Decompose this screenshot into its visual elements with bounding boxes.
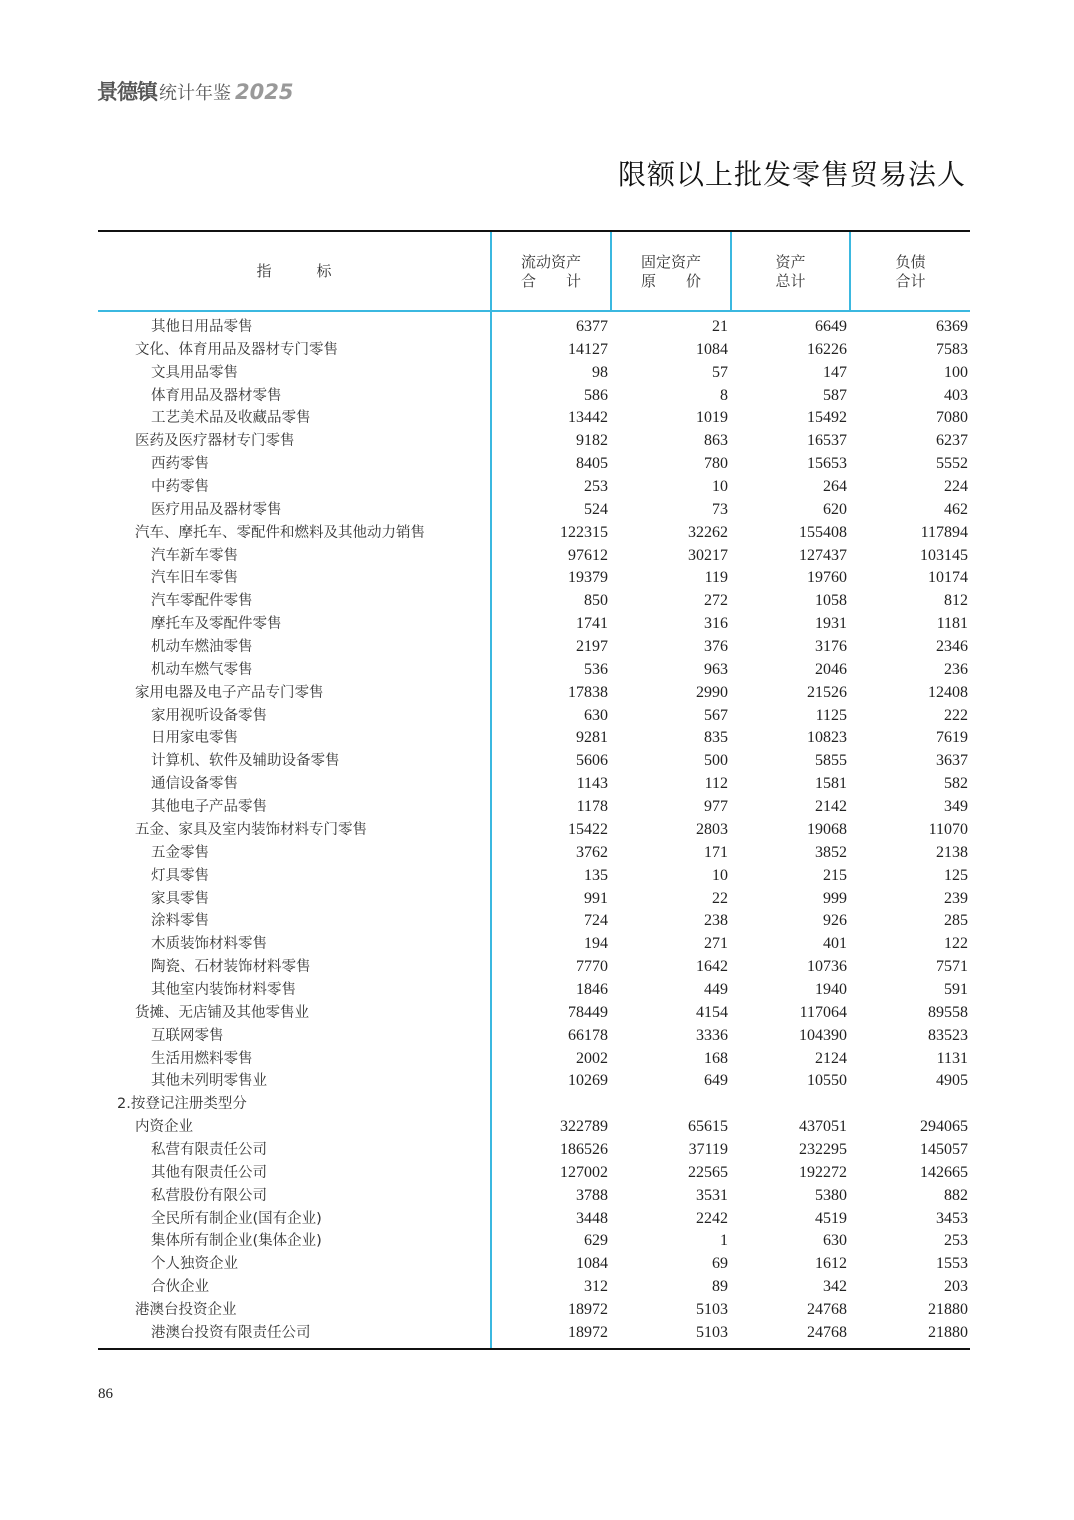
cell-value: 1143 xyxy=(576,775,608,793)
cell-value: 17838 xyxy=(568,683,608,701)
cell-value: 3637 xyxy=(936,752,968,770)
header-label: 负债 xyxy=(895,252,926,271)
cell-value: 6649 xyxy=(815,318,847,335)
cell-value: 7770 xyxy=(576,958,608,976)
cell-value: 122315 xyxy=(560,523,608,541)
row-label: 西药零售 xyxy=(151,456,209,473)
cell-value: 2046 xyxy=(815,660,847,678)
cell-value: 2002 xyxy=(576,1049,608,1067)
table-row xyxy=(98,1230,970,1253)
cell-value: 536 xyxy=(584,660,608,678)
cell-value: 186526 xyxy=(560,1140,608,1158)
cell-value: 2346 xyxy=(936,638,968,656)
cell-value: 7619 xyxy=(936,729,968,747)
table-row xyxy=(98,567,970,590)
brand-city: 景德镇 xyxy=(97,80,157,104)
cell-value: 1940 xyxy=(815,980,847,998)
cell-value: 117064 xyxy=(799,1003,847,1021)
cell-value: 5380 xyxy=(815,1186,847,1204)
row-label: 摩托车及零配件零售 xyxy=(151,616,282,633)
row-label: 汽车零配件零售 xyxy=(151,593,253,610)
cell-value: 449 xyxy=(704,980,728,998)
row-label: 灯具零售 xyxy=(151,867,209,884)
cell-value: 100 xyxy=(944,363,968,381)
row-label: 五金零售 xyxy=(151,844,209,861)
cell-value: 620 xyxy=(823,500,847,518)
cell-value: 524 xyxy=(584,500,608,518)
row-label: 互联网零售 xyxy=(151,1027,224,1044)
cell-value: 5552 xyxy=(936,455,968,473)
cell-value: 812 xyxy=(944,592,968,610)
cell-value: 322789 xyxy=(560,1118,608,1136)
cell-value: 57 xyxy=(712,363,728,381)
header-label: 资产 xyxy=(775,252,806,271)
cell-value: 3762 xyxy=(576,843,608,861)
table-row xyxy=(98,705,970,728)
row-label: 合伙企业 xyxy=(151,1279,209,1296)
cell-value: 24768 xyxy=(807,1300,847,1318)
cell-value: 1581 xyxy=(815,775,847,793)
row-label: 货摊、无店铺及其他零售业 xyxy=(135,1004,309,1021)
cell-value: 1612 xyxy=(815,1255,847,1273)
row-label: 2.按登记注册类型分 xyxy=(117,1096,247,1113)
cell-value: 73 xyxy=(712,500,728,518)
cell-value: 3176 xyxy=(815,638,847,656)
cell-value: 103145 xyxy=(920,546,968,564)
table-row xyxy=(98,636,970,659)
row-label: 机动车燃油零售 xyxy=(151,639,253,656)
cell-value: 294065 xyxy=(920,1118,968,1136)
cell-value: 104390 xyxy=(799,1026,847,1044)
table-row xyxy=(98,1322,970,1345)
header-label: 流动资产 xyxy=(520,252,581,271)
cell-value: 6237 xyxy=(936,432,968,450)
cell-value: 8405 xyxy=(576,455,608,473)
table-row xyxy=(98,1002,970,1025)
row-label: 私营有限责任公司 xyxy=(151,1141,267,1158)
cell-value: 349 xyxy=(944,798,968,816)
cell-value: 3336 xyxy=(696,1026,728,1044)
cell-value: 89 xyxy=(712,1278,728,1296)
cell-value: 192272 xyxy=(799,1163,847,1181)
cell-value: 1642 xyxy=(696,958,728,976)
cell-value: 127002 xyxy=(560,1163,608,1181)
cell-value: 135 xyxy=(584,866,608,884)
cell-value: 203 xyxy=(944,1278,968,1296)
yearbook-brand xyxy=(97,76,293,106)
row-label: 医药及医疗器材专门零售 xyxy=(135,433,295,450)
cell-value: 5855 xyxy=(815,752,847,770)
cell-value: 239 xyxy=(944,889,968,907)
cell-value: 12408 xyxy=(928,683,968,701)
row-label: 其他电子产品零售 xyxy=(151,799,267,816)
table-row xyxy=(98,522,970,545)
cell-value: 21526 xyxy=(807,683,847,701)
cell-value: 586 xyxy=(584,386,608,404)
cell-value: 15492 xyxy=(807,409,847,427)
cell-value: 15653 xyxy=(807,455,847,473)
cell-value: 21880 xyxy=(928,1323,968,1341)
row-label: 生活用燃料零售 xyxy=(151,1050,253,1067)
cell-value: 83523 xyxy=(928,1026,968,1044)
page-title: 限额以上批发零售贸易法人 xyxy=(617,158,966,191)
cell-value: 14127 xyxy=(568,340,608,358)
cell-value: 215 xyxy=(823,866,847,884)
cell-value: 437051 xyxy=(799,1118,847,1136)
cell-value: 22 xyxy=(712,889,728,907)
cell-value: 10 xyxy=(712,866,728,884)
header-current-assets xyxy=(492,232,610,311)
table-row xyxy=(98,407,970,430)
cell-value: 224 xyxy=(944,478,968,496)
cell-value: 312 xyxy=(584,1278,608,1296)
cell-value: 122 xyxy=(944,935,968,953)
cell-value: 724 xyxy=(584,912,608,930)
row-label: 家具零售 xyxy=(151,890,209,907)
cell-value: 37119 xyxy=(688,1140,728,1158)
table-row xyxy=(98,773,970,796)
column-divider xyxy=(849,232,851,312)
table-row xyxy=(98,1253,970,1276)
cell-value: 1 xyxy=(720,1232,728,1250)
brand-year: 2025 xyxy=(235,80,294,104)
cell-value: 13442 xyxy=(568,409,608,427)
row-label: 文具用品零售 xyxy=(151,364,238,381)
cell-value: 4154 xyxy=(696,1003,728,1021)
table-row xyxy=(98,476,970,499)
brand-book: 统计年鉴 xyxy=(159,83,231,104)
cell-value: 19379 xyxy=(568,569,608,587)
table-row xyxy=(98,1070,970,1093)
cell-value: 32262 xyxy=(688,523,728,541)
cell-value: 863 xyxy=(704,432,728,450)
cell-value: 7583 xyxy=(936,340,968,358)
row-label: 其他未列明零售业 xyxy=(151,1073,267,1090)
cell-value: 16537 xyxy=(807,432,847,450)
cell-value: 112 xyxy=(704,775,728,793)
cell-value: 16226 xyxy=(807,340,847,358)
cell-value: 194 xyxy=(584,935,608,953)
cell-value: 500 xyxy=(704,752,728,770)
table-row xyxy=(98,1139,970,1162)
cell-value: 271 xyxy=(704,935,728,953)
row-label: 其他有限责任公司 xyxy=(151,1164,267,1181)
row-label: 医疗用品及器材零售 xyxy=(151,501,282,518)
row-label: 港澳台投资有限责任公司 xyxy=(151,1324,311,1341)
table-row xyxy=(98,796,970,819)
cell-value: 11070 xyxy=(928,820,968,838)
row-label: 日用家电零售 xyxy=(151,730,238,747)
cell-value: 171 xyxy=(704,843,728,861)
row-label: 中药零售 xyxy=(151,479,209,496)
cell-value: 3788 xyxy=(576,1186,608,1204)
cell-value: 2242 xyxy=(696,1209,728,1227)
row-label: 五金、家具及室内装饰材料专门零售 xyxy=(135,821,367,838)
cell-value: 462 xyxy=(944,500,968,518)
cell-value: 630 xyxy=(584,706,608,724)
cell-value: 376 xyxy=(704,638,728,656)
row-label: 工艺美术品及收藏品零售 xyxy=(151,410,311,427)
header-label: 固定资产 xyxy=(640,252,701,271)
header-label: 原 价 xyxy=(640,271,701,290)
cell-value: 567 xyxy=(704,706,728,724)
cell-value: 835 xyxy=(704,729,728,747)
cell-value: 882 xyxy=(944,1186,968,1204)
cell-value: 342 xyxy=(823,1278,847,1296)
cell-value: 65615 xyxy=(688,1118,728,1136)
table-row xyxy=(98,727,970,750)
cell-value: 89558 xyxy=(928,1003,968,1021)
header-label: 合 计 xyxy=(520,271,581,290)
table-row xyxy=(98,385,970,408)
header-label: 总计 xyxy=(775,271,806,290)
cell-value: 8 xyxy=(720,386,728,404)
row-label: 文化、体育用品及器材专门零售 xyxy=(135,341,338,358)
header-total-assets xyxy=(732,232,849,311)
cell-value: 253 xyxy=(584,478,608,496)
row-label: 汽车旧车零售 xyxy=(151,570,238,587)
row-label: 涂料零售 xyxy=(151,913,209,930)
table-row xyxy=(98,659,970,682)
table-header xyxy=(98,232,970,311)
cell-value: 238 xyxy=(704,912,728,930)
row-label: 陶瓷、石材装饰材料零售 xyxy=(151,959,311,976)
cell-value: 1741 xyxy=(576,615,608,633)
header-label: 合计 xyxy=(895,271,926,290)
cell-value: 10550 xyxy=(807,1072,847,1090)
table-row xyxy=(98,842,970,865)
cell-value: 9182 xyxy=(576,432,608,450)
cell-value: 1019 xyxy=(696,409,728,427)
table-row xyxy=(98,933,970,956)
cell-value: 9281 xyxy=(576,729,608,747)
page-number: 86 xyxy=(98,1386,113,1402)
row-label: 个人独资企业 xyxy=(151,1256,238,1273)
cell-value: 5103 xyxy=(696,1300,728,1318)
table-row xyxy=(98,1048,970,1071)
row-label: 其他日用品零售 xyxy=(151,319,253,335)
table-bottom-rule xyxy=(98,1348,970,1350)
table-row xyxy=(98,339,970,362)
cell-value: 4905 xyxy=(936,1072,968,1090)
table-row xyxy=(98,453,970,476)
row-label: 其他室内装饰材料零售 xyxy=(151,981,296,998)
cell-value: 1931 xyxy=(815,615,847,633)
table-row xyxy=(98,590,970,613)
table-row xyxy=(98,1025,970,1048)
cell-value: 127437 xyxy=(799,546,847,564)
cell-value: 117894 xyxy=(920,523,968,541)
row-label: 内资企业 xyxy=(135,1119,193,1136)
header-liabilities xyxy=(851,232,970,311)
row-label: 港澳台投资企业 xyxy=(135,1301,237,1318)
cell-value: 98 xyxy=(592,363,608,381)
cell-value: 316 xyxy=(704,615,728,633)
cell-value: 10823 xyxy=(807,729,847,747)
cell-value: 629 xyxy=(584,1232,608,1250)
cell-value: 7080 xyxy=(936,409,968,427)
cell-value: 3448 xyxy=(576,1209,608,1227)
cell-value: 253 xyxy=(944,1232,968,1250)
header-indicator xyxy=(98,232,490,311)
cell-value: 5103 xyxy=(696,1323,728,1341)
cell-value: 10 xyxy=(712,478,728,496)
cell-value: 3453 xyxy=(936,1209,968,1227)
cell-value: 1846 xyxy=(576,980,608,998)
row-label: 计算机、软件及辅助设备零售 xyxy=(151,753,340,770)
cell-value: 30217 xyxy=(688,546,728,564)
table-row xyxy=(98,1299,970,1322)
cell-value: 10269 xyxy=(568,1072,608,1090)
cell-value: 1178 xyxy=(576,798,608,816)
cell-value: 2142 xyxy=(815,798,847,816)
cell-value: 285 xyxy=(944,912,968,930)
cell-value: 147 xyxy=(823,363,847,381)
cell-value: 69 xyxy=(712,1255,728,1273)
cell-value: 10736 xyxy=(807,958,847,976)
table-row xyxy=(98,1276,970,1299)
cell-value: 630 xyxy=(823,1232,847,1250)
cell-value: 1553 xyxy=(936,1255,968,1273)
table-row xyxy=(98,979,970,1002)
table-row xyxy=(98,1162,970,1185)
cell-value: 1125 xyxy=(815,706,847,724)
cell-value: 649 xyxy=(704,1072,728,1090)
cell-value: 991 xyxy=(584,889,608,907)
cell-value: 4519 xyxy=(815,1209,847,1227)
cell-value: 2990 xyxy=(696,683,728,701)
header-fixed-assets xyxy=(612,232,730,311)
row-label: 私营股份有限公司 xyxy=(151,1187,267,1204)
row-label: 汽车新车零售 xyxy=(151,547,238,564)
cell-value: 236 xyxy=(944,660,968,678)
row-label: 全民所有制企业(国有企业) xyxy=(151,1210,322,1227)
cell-value: 5606 xyxy=(576,752,608,770)
cell-value: 1058 xyxy=(815,592,847,610)
row-label: 家用视听设备零售 xyxy=(151,707,267,724)
header-rule xyxy=(98,310,970,312)
cell-value: 21880 xyxy=(928,1300,968,1318)
cell-value: 977 xyxy=(704,798,728,816)
cell-value: 2197 xyxy=(576,638,608,656)
table-row xyxy=(98,430,970,453)
column-divider xyxy=(730,232,732,312)
cell-value: 119 xyxy=(704,569,728,587)
cell-value: 19068 xyxy=(807,820,847,838)
cell-value: 7571 xyxy=(936,958,968,976)
row-label: 木质装饰材料零售 xyxy=(151,936,267,953)
table-row xyxy=(98,499,970,522)
cell-value: 1131 xyxy=(936,1049,968,1067)
table-row xyxy=(98,1208,970,1231)
table-row xyxy=(98,956,970,979)
cell-value: 2803 xyxy=(696,820,728,838)
cell-value: 926 xyxy=(823,912,847,930)
row-label: 家用电器及电子产品专门零售 xyxy=(135,684,324,701)
cell-value: 2138 xyxy=(936,843,968,861)
table-row xyxy=(98,613,970,636)
cell-value: 3852 xyxy=(815,843,847,861)
cell-value: 18972 xyxy=(568,1323,608,1341)
cell-value: 15422 xyxy=(568,820,608,838)
cell-value: 1181 xyxy=(936,615,968,633)
table-row xyxy=(98,865,970,888)
table-row xyxy=(98,888,970,911)
cell-value: 1084 xyxy=(576,1255,608,1273)
cell-value: 97612 xyxy=(568,546,608,564)
header-label: 指 标 xyxy=(256,262,332,280)
cell-value: 591 xyxy=(944,980,968,998)
cell-value: 66178 xyxy=(568,1026,608,1044)
table-row xyxy=(98,362,970,385)
cell-value: 18972 xyxy=(568,1300,608,1318)
cell-value: 2124 xyxy=(815,1049,847,1067)
cell-value: 168 xyxy=(704,1049,728,1067)
cell-value: 999 xyxy=(823,889,847,907)
cell-value: 78449 xyxy=(568,1003,608,1021)
column-divider xyxy=(610,232,612,312)
cell-value: 3531 xyxy=(696,1186,728,1204)
cell-value: 780 xyxy=(704,455,728,473)
cell-value: 6377 xyxy=(576,318,608,335)
cell-value: 1084 xyxy=(696,340,728,358)
cell-value: 963 xyxy=(704,660,728,678)
table-row xyxy=(98,545,970,568)
table-row xyxy=(98,1093,970,1116)
cell-value: 125 xyxy=(944,866,968,884)
cell-value: 22565 xyxy=(688,1163,728,1181)
table-row xyxy=(98,316,970,339)
table-row xyxy=(98,750,970,773)
row-label: 集体所有制企业(集体企业) xyxy=(151,1233,322,1250)
cell-value: 272 xyxy=(704,592,728,610)
cell-value: 403 xyxy=(944,386,968,404)
cell-value: 850 xyxy=(584,592,608,610)
cell-value: 142665 xyxy=(920,1163,968,1181)
table-row xyxy=(98,819,970,842)
cell-value: 145057 xyxy=(920,1140,968,1158)
row-label: 通信设备零售 xyxy=(151,776,238,793)
cell-value: 232295 xyxy=(799,1140,847,1158)
row-label: 汽车、摩托车、零配件和燃料及其他动力销售 xyxy=(135,524,425,541)
cell-value: 264 xyxy=(823,478,847,496)
cell-value: 19760 xyxy=(807,569,847,587)
cell-value: 6369 xyxy=(936,318,968,335)
cell-value: 10174 xyxy=(928,569,968,587)
table-row xyxy=(98,1185,970,1208)
cell-value: 587 xyxy=(823,386,847,404)
row-label: 机动车燃气零售 xyxy=(151,661,253,678)
cell-value: 222 xyxy=(944,706,968,724)
cell-value: 582 xyxy=(944,775,968,793)
cell-value: 401 xyxy=(823,935,847,953)
cell-value: 24768 xyxy=(807,1323,847,1341)
table-row xyxy=(98,1116,970,1139)
table-row xyxy=(98,910,970,933)
cell-value: 21 xyxy=(712,318,728,335)
row-label: 体育用品及器材零售 xyxy=(151,387,282,404)
table-row xyxy=(98,682,970,705)
cell-value: 155408 xyxy=(799,523,847,541)
